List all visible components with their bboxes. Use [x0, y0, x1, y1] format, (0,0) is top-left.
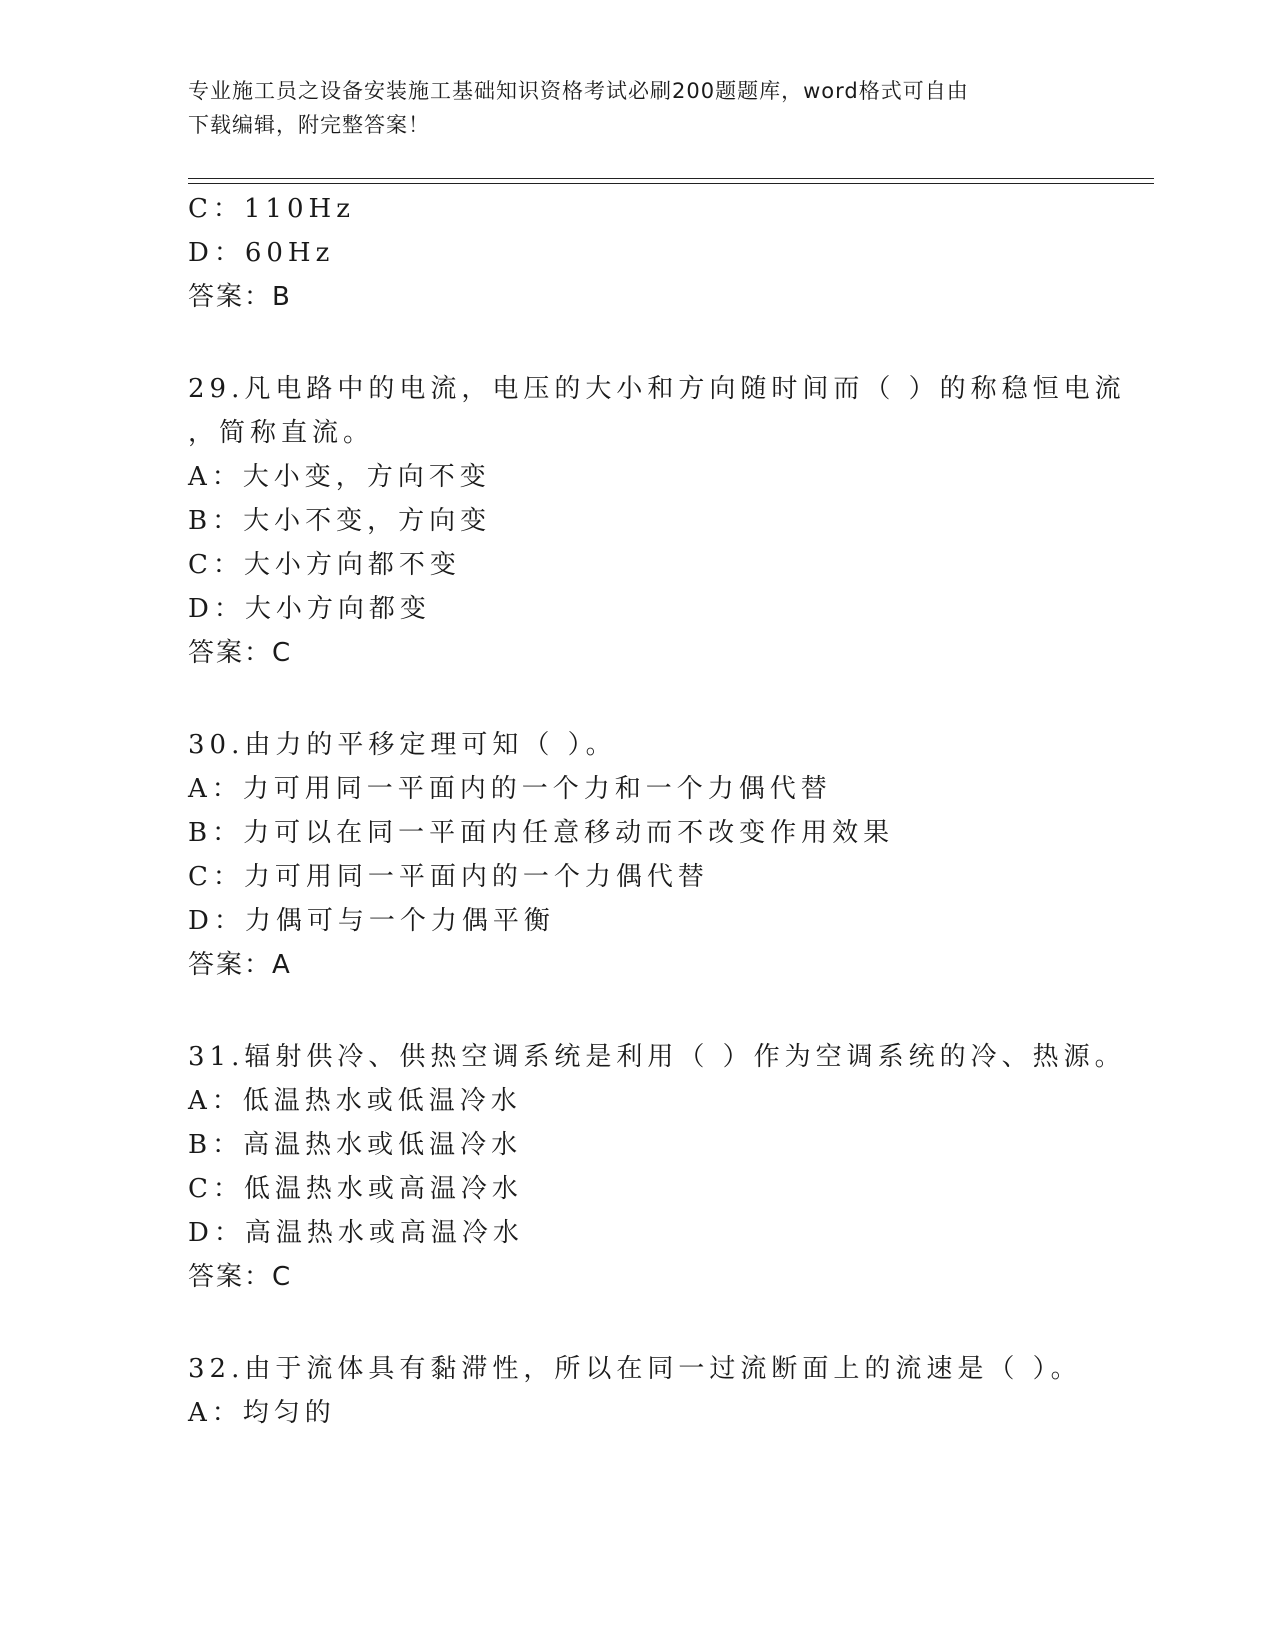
- header-title-line-1: 专业施工员之设备安装施工基础知识资格考试必刷200题题库，word格式可自由: [188, 79, 969, 103]
- q28-option-d: D：60Hz: [188, 238, 335, 268]
- q29-option-d: D：大小方向都变: [188, 594, 431, 624]
- q32-stem: 32.由于流体具有黏滞性，所以在同一过流断面上的流速是（ ）。: [188, 1354, 1082, 1384]
- q29-answer: 答案：C: [188, 638, 293, 668]
- q30-option-c: C：力可用同一平面内的一个力偶代替: [188, 862, 709, 892]
- q31-option-b: B：高温热水或低温冷水: [188, 1130, 523, 1160]
- q29-stem-line-1: 29.凡电路中的电流，电压的大小和方向随时间而（ ）的称稳恒电流: [188, 374, 1126, 404]
- header-title-line-2: 下载编辑，附完整答案！: [188, 113, 430, 137]
- q29-option-a: A：大小变，方向不变: [188, 462, 491, 492]
- q31-option-a: A：低温热水或低温冷水: [188, 1086, 522, 1116]
- q30-option-d: D：力偶可与一个力偶平衡: [188, 906, 555, 936]
- q29-option-c: C：大小方向都不变: [188, 550, 461, 580]
- header-divider-top: [188, 178, 1154, 179]
- q31-answer: 答案：C: [188, 1262, 293, 1292]
- q32-option-a: A：均匀的: [188, 1398, 336, 1428]
- q28-answer: 答案：B: [188, 282, 292, 312]
- q31-option-c: C：低温热水或高温冷水: [188, 1174, 523, 1204]
- q30-option-a: A：力可用同一平面内的一个力和一个力偶代替: [188, 774, 832, 804]
- q30-option-b: B：力可以在同一平面内任意移动而不改变作用效果: [188, 818, 895, 848]
- q29-option-b: B：大小不变，方向变: [188, 506, 492, 536]
- q28-option-c: C：110Hz: [188, 194, 355, 224]
- q30-stem: 30.由力的平移定理可知（ ）。: [188, 730, 617, 760]
- q30-answer: 答案：A: [188, 950, 292, 980]
- q29-stem-line-2: ，简称直流。: [188, 418, 375, 448]
- document-header: [188, 74, 1068, 142]
- q31-option-d: D：高温热水或高温冷水: [188, 1218, 524, 1248]
- q31-stem: 31.辐射供冷、供热空调系统是利用（ ）作为空调系统的冷、热源。: [188, 1042, 1126, 1072]
- header-divider-bottom: [188, 183, 1154, 184]
